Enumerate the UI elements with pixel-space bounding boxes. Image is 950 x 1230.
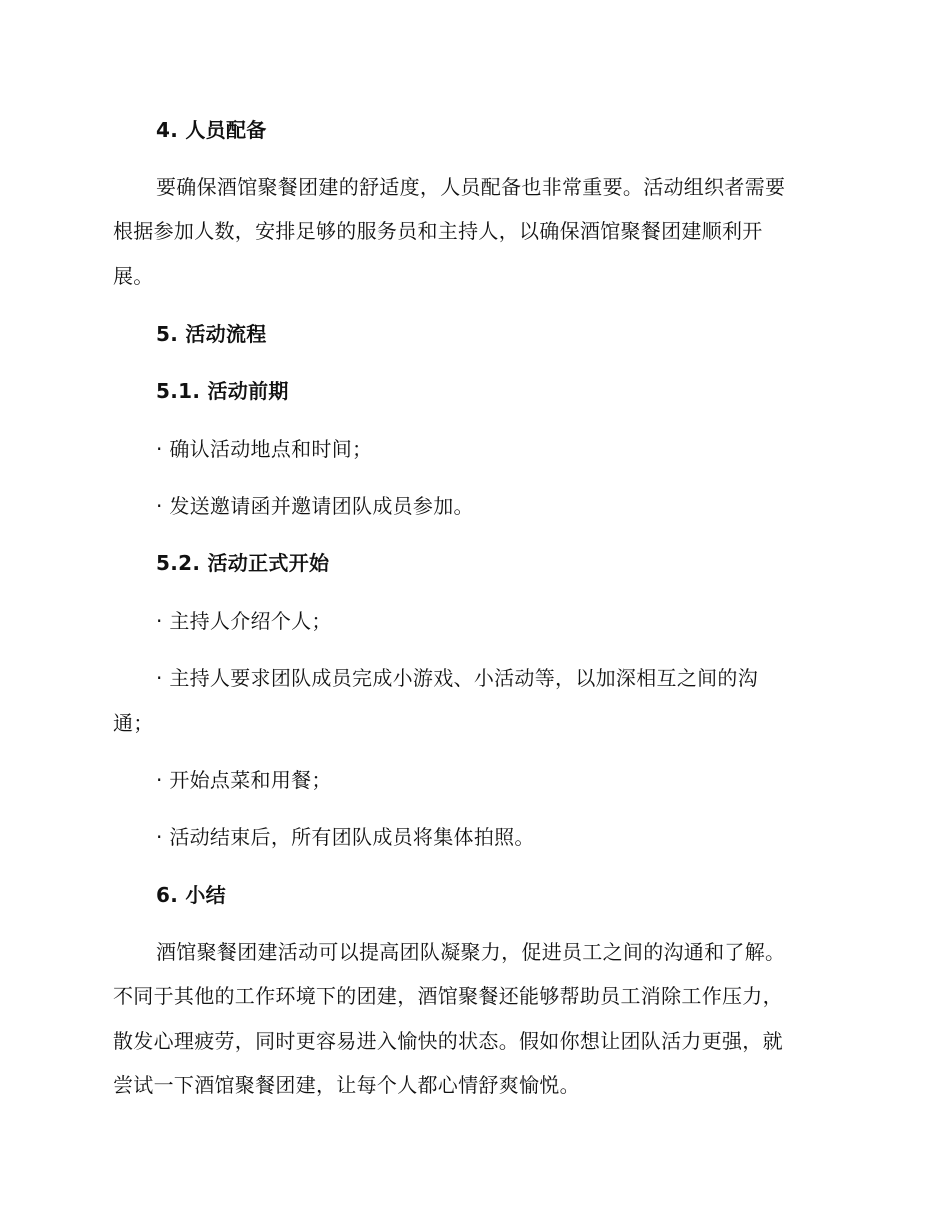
section-4-paragraph-line-2: 根据参加人数，安排足够的服务员和主持人，以确保酒馆聚餐团建顺利开 [113,219,763,243]
section-6-paragraph-line-4: 尝试一下酒馆聚餐团建，让每个人都心情舒爽愉悦。 [113,1073,580,1097]
section-4-heading: 4. 人员配备 [156,118,267,142]
section-4-paragraph-line-3: 展。 [113,264,154,288]
section-5-heading: 5. 活动流程 [156,322,267,346]
section-6-paragraph-line-1: 酒馆聚餐团建活动可以提高团队凝聚力，促进员工之间的沟通和了解。 [156,940,786,964]
list-item-line-1: · 主持人要求团队成员完成小游戏、小活动等，以加深相互之间的沟 [156,666,759,690]
list-item: · 确认活动地点和时间； [156,437,373,461]
list-item: · 开始点菜和用餐； [156,768,332,792]
list-item: · 主持人介绍个人； [156,609,332,633]
section-4-paragraph-line-1: 要确保酒馆聚餐团建的舒适度，人员配备也非常重要。活动组织者需要 [156,175,786,199]
list-item: · 活动结束后，所有团队成员将集体拍照。 [156,825,535,849]
list-item: · 发送邀请函并邀请团队成员参加。 [156,494,474,518]
section-5-2-heading: 5.2. 活动正式开始 [156,551,330,575]
section-5-1-heading: 5.1. 活动前期 [156,379,289,403]
section-6-paragraph-line-2: 不同于其他的工作环境下的团建，酒馆聚餐还能够帮助员工消除工作压力， [113,984,783,1008]
section-6-heading: 6. 小结 [156,883,226,907]
list-item-line-2: 通； [113,711,154,735]
section-6-paragraph-line-3: 散发心理疲劳，同时更容易进入愉快的状态。假如你想让团队活力更强，就 [113,1029,783,1053]
